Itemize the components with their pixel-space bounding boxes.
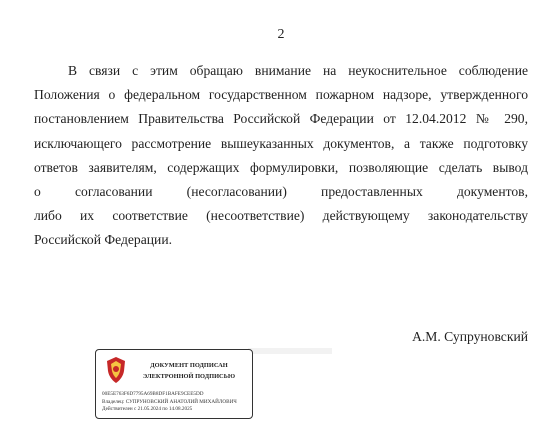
stamp-owner: Владелец: СУПРУНОВСКИЙ АНАТОЛИЙ МИХАЙЛОВИЧ <box>102 399 237 405</box>
stamp-title-line: ДОКУМЕНТ ПОДПИСАН <box>150 362 228 369</box>
stamp-certificate: 00E5E763F6D7795A69B8DF1BAFE9CEE5DD <box>102 391 204 397</box>
signer-name: А.М. Супруновский <box>412 329 528 344</box>
stamp-shadow <box>248 348 332 354</box>
body-line: постановлением Правительства Российской Федерации от 12.04.2012 № 290, <box>34 111 528 126</box>
body-line: ответов заявителям, содержащих формулировки, позволяющие сделать вывод <box>34 160 528 175</box>
stamp-title-line: ЭЛЕКТРОННОЙ ПОДПИСЬЮ <box>142 373 236 380</box>
page-number: 2 <box>277 27 285 42</box>
body-line: В связи с этим обращаю внимание на неукоснительное соблюдение <box>68 63 528 78</box>
stamp-validity: Действителен с 21.05.2024 по 14.08.2025 <box>102 406 193 412</box>
body-line: о согласовании (несогласовании) предоставленных документов, <box>34 184 528 199</box>
body-line: Российской Федерации. <box>34 232 172 247</box>
stamp-title <box>130 360 248 382</box>
body-line: Положения о федеральном государственном пожарном надзоре, утвержденного <box>34 87 528 102</box>
electronic-signature-stamp <box>95 349 253 419</box>
body-line: либо их соответствие (несоответствие) действующему законодательству <box>34 208 528 223</box>
mchs-emblem-icon <box>104 356 128 384</box>
body-line: исключающего рассмотрение вышеуказанных документов, а также подготовку <box>34 136 528 151</box>
